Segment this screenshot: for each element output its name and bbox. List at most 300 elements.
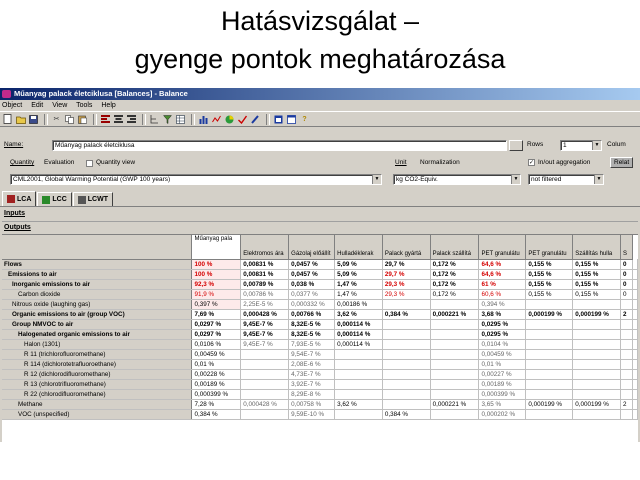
table-cell: 0,155 % (526, 289, 573, 299)
toolbar-separator (44, 114, 48, 125)
table-cell: 29,7 % (382, 259, 430, 269)
column-header[interactable]: Gázolaj előállít (289, 235, 335, 259)
align-right-icon[interactable] (126, 114, 137, 125)
menu-edit[interactable]: Edit (31, 102, 44, 109)
table-cell: 0,00186 % (335, 299, 383, 309)
table-cell (633, 379, 638, 389)
table-cell (526, 349, 573, 359)
lcwt-icon (78, 196, 86, 204)
table-cell: 5,09 % (335, 259, 383, 269)
table-cell (621, 339, 633, 349)
tab-lcwt[interactable] (73, 192, 113, 206)
table-cell: 61 % (479, 279, 526, 289)
table-cell: 0 (621, 269, 633, 279)
row-label: R 114 (dichlorotetrafluoroethane) (2, 359, 192, 369)
table-row[interactable] (2, 399, 638, 409)
table-cell (335, 369, 383, 379)
table-cell (573, 299, 621, 309)
table-cell: 0,172 % (430, 279, 479, 289)
table-cell: 7,28 % (192, 399, 241, 409)
tab-lcc-label: LCC (52, 196, 67, 203)
table-cell (430, 339, 479, 349)
table-cell (241, 349, 289, 359)
table-cell (526, 339, 573, 349)
table-cell (633, 319, 638, 329)
normalization-label: Normalization (420, 159, 460, 166)
table-cell: 0,0106 % (192, 339, 241, 349)
name-input[interactable]: Műanyag palack életciklusa (52, 140, 507, 151)
table-cell: 0,000332 % (289, 299, 335, 309)
table-cell (241, 409, 289, 419)
table-icon[interactable] (175, 114, 186, 125)
table-cell: 0,172 % (430, 269, 479, 279)
menu-help[interactable]: Help (101, 102, 116, 109)
inout-aggregation-checkbox[interactable]: ✓ (529, 160, 535, 166)
table-cell (573, 329, 621, 339)
filter-icon[interactable] (162, 114, 173, 125)
table-row[interactable] (2, 299, 638, 309)
table-cell (382, 339, 430, 349)
table-cell (241, 359, 289, 369)
table-row[interactable] (2, 319, 638, 329)
window-titlebar[interactable] (0, 88, 640, 100)
table-cell (633, 399, 638, 409)
filter-select[interactable] (528, 174, 604, 185)
align-left-icon[interactable] (100, 114, 111, 125)
column-header[interactable]: S (621, 235, 633, 259)
column-header[interactable]: Palack gyártá (382, 235, 430, 259)
outputs-section[interactable]: Outputs (4, 224, 31, 231)
copy-icon[interactable] (64, 114, 75, 125)
table-cell (526, 379, 573, 389)
table-cell: 0,172 % (430, 259, 479, 269)
table-cell: 8,29E-8 % (289, 389, 335, 399)
app-icon (2, 90, 11, 98)
table-cell (335, 389, 383, 399)
table-cell: 2,08E-6 % (289, 359, 335, 369)
table-cell (526, 299, 573, 309)
quantity-view-checkbox[interactable] (86, 160, 93, 167)
table-cell (526, 409, 573, 419)
tab-lcwt-label: LCWT (87, 196, 108, 203)
table-header-row (2, 235, 638, 259)
columns-label: Colum (607, 141, 626, 148)
table-cell: 0,397 % (192, 299, 241, 309)
table-cell (241, 369, 289, 379)
table-cell (335, 359, 383, 369)
table-cell (633, 349, 638, 359)
table-cell (633, 269, 638, 279)
column-header[interactable]: Hulladéklerak (335, 235, 383, 259)
rows-value: 1 (563, 142, 567, 149)
menu-object[interactable]: Object (2, 102, 23, 109)
table-cell: 5,09 % (335, 269, 383, 279)
balance-window (0, 88, 640, 442)
table-row[interactable] (2, 369, 638, 379)
table-cell: 0,155 % (526, 269, 573, 279)
relative-button[interactable]: Relat (610, 157, 633, 168)
table-row[interactable] (2, 279, 638, 289)
table-cell (430, 349, 479, 359)
table-cell: 0 (621, 289, 633, 299)
row-label: Inorganic emissions to air (2, 279, 192, 289)
table-cell: 1,47 % (335, 279, 383, 289)
table-cell: 0,00831 % (241, 259, 289, 269)
table-cell: 0,155 % (573, 259, 621, 269)
menu-tools[interactable]: Tools (76, 102, 93, 109)
table-cell (382, 369, 430, 379)
table-cell: 0,000114 % (335, 339, 383, 349)
tab-lcc[interactable] (37, 192, 71, 206)
table-cell: 0,0295 % (479, 319, 526, 329)
table-cell (633, 259, 638, 269)
table-cell: 29,3 % (382, 279, 430, 289)
table-cell: 0,000221 % (430, 309, 479, 319)
table-cell: 0,000114 % (335, 319, 383, 329)
tab-lca-label: LCA (17, 195, 32, 203)
table-row[interactable] (2, 339, 638, 349)
table-cell: 60,6 % (479, 289, 526, 299)
results-table (2, 234, 638, 442)
table-cell: 0,00459 % (192, 349, 241, 359)
column-header[interactable]: PET granulátu (479, 235, 526, 259)
table-row[interactable] (2, 289, 638, 299)
quantity-view-label: Quantity view (96, 159, 136, 166)
table-row[interactable] (2, 389, 638, 399)
table-row[interactable] (2, 379, 638, 389)
table-cell (633, 279, 638, 289)
table-cell: 0,00228 % (192, 369, 241, 379)
table-cell (382, 349, 430, 359)
table-cell: 0,000199 % (526, 399, 573, 409)
table-cell (526, 359, 573, 369)
table-cell: 2 (621, 399, 633, 409)
table-row[interactable] (2, 349, 638, 359)
window-title: Műanyag palack életciklusa [Balances] - Balance (14, 89, 188, 98)
table-cell: 0,384 % (192, 409, 241, 419)
info-icon[interactable] (273, 114, 284, 125)
table-cell: 0,000199 % (526, 309, 573, 319)
row-label: R 13 (chlorotrifluoromethane) (2, 379, 192, 389)
slide-title-line2: gyenge pontok meghatározása (134, 44, 506, 74)
table-cell: 9,45E-7 % (241, 319, 289, 329)
chevron-down-icon[interactable]: ▼ (372, 175, 381, 184)
section-divider (2, 221, 638, 222)
table-cell: 9,45E-7 % (241, 329, 289, 339)
table-cell (526, 329, 573, 339)
table-cell: 8,32E-5 % (289, 329, 335, 339)
row-label: VOC (unspecified) (2, 409, 192, 419)
table-cell: 0,000199 % (573, 399, 621, 409)
table-cell (382, 379, 430, 389)
row-label: Organic emissions to air (group VOC) (2, 309, 192, 319)
table-row[interactable] (2, 259, 638, 269)
table-cell: 0 (621, 259, 633, 269)
quantity-value: CML2001, Global Warming Potential (GWP 100 years) (13, 176, 171, 183)
tab-lca[interactable] (2, 191, 36, 206)
row-label: Halogenated organic emissions to air (2, 329, 192, 339)
column-header[interactable]: Elektromos ára (241, 235, 289, 259)
row-label: Emissions to air (2, 269, 192, 279)
table-cell (382, 399, 430, 409)
cut-icon[interactable]: ✂ (53, 116, 60, 123)
table-row[interactable] (2, 359, 638, 369)
toolbar (0, 111, 640, 127)
table-cell (621, 359, 633, 369)
table-cell: 100 % (192, 259, 241, 269)
table-cell: 2 (621, 309, 633, 319)
table-cell: 1,47 % (335, 289, 383, 299)
align-center-icon[interactable] (113, 114, 124, 125)
table-cell: 0,384 % (382, 309, 430, 319)
table-cell (621, 379, 633, 389)
table-cell (573, 349, 621, 359)
table-cell: 0,00786 % (241, 289, 289, 299)
table-cell: 0,000399 % (479, 389, 526, 399)
table-cell (430, 319, 479, 329)
table-cell: 2,25E-5 % (241, 299, 289, 309)
table-cell: 0,155 % (526, 279, 573, 289)
row-label: Flows (2, 259, 192, 269)
table-cell: 64,6 % (479, 259, 526, 269)
table-cell: 0,000199 % (573, 309, 621, 319)
chart-line-icon[interactable] (211, 114, 222, 125)
table-cell (633, 389, 638, 399)
window-icon[interactable] (286, 114, 297, 125)
table-cell (621, 349, 633, 359)
table-cell (526, 369, 573, 379)
table-cell: 92,3 % (192, 279, 241, 289)
evaluation-label: Evaluation (44, 159, 75, 166)
table-cell: 0,000221 % (430, 399, 479, 409)
table-cell (633, 299, 638, 309)
lcc-icon (42, 196, 50, 204)
row-label: Halon (1301) (2, 339, 192, 349)
table-cell: 0,0377 % (289, 289, 335, 299)
row-label: R 11 (trichlorofluoromethane) (2, 349, 192, 359)
chevron-down-icon[interactable]: ▼ (592, 141, 601, 150)
table-cell (382, 359, 430, 369)
table-cell (633, 409, 638, 419)
table-cell (621, 319, 633, 329)
table-cell (335, 409, 383, 419)
table-cell: 9,59E-10 % (289, 409, 335, 419)
slide-title-line1: Hatásvizsgálat – (220, 6, 420, 36)
table-cell: 0,000428 % (241, 309, 289, 319)
table-cell: 64,6 % (479, 269, 526, 279)
name-browse-button[interactable] (509, 140, 523, 151)
toolbar-separator (93, 114, 97, 125)
lca-icon (7, 195, 15, 203)
table-cell (573, 359, 621, 369)
table-cell: 0,01 % (192, 359, 241, 369)
table-cell (633, 359, 638, 369)
table-cell: 0,394 % (479, 299, 526, 309)
table-cell: 9,54E-7 % (289, 349, 335, 359)
table-row[interactable] (2, 329, 638, 339)
table-row[interactable] (2, 309, 638, 319)
table-cell (430, 389, 479, 399)
table-cell (241, 379, 289, 389)
table-cell: 0,000114 % (335, 329, 383, 339)
table-cell (430, 329, 479, 339)
check-icon[interactable] (237, 114, 248, 125)
unit-label: Unit (395, 159, 407, 166)
table-cell (526, 389, 573, 399)
table-cell: 100 % (192, 269, 241, 279)
table-cell (335, 379, 383, 389)
table-cell (382, 299, 430, 309)
table-row[interactable] (2, 409, 638, 419)
table-cell: 9,45E-7 % (241, 339, 289, 349)
table-cell: 0,00227 % (479, 369, 526, 379)
quantity-label: Quantity (10, 159, 35, 166)
tab-bar (2, 192, 114, 206)
table-cell: 7,69 % (192, 309, 241, 319)
toolbar-separator (142, 114, 146, 125)
column-header[interactable]: Palack szállítá (430, 235, 479, 259)
table-cell (633, 309, 638, 319)
menu-view[interactable]: View (52, 102, 68, 109)
table-cell: 0,0295 % (479, 329, 526, 339)
table-cell: 0,155 % (573, 269, 621, 279)
table-cell: 0,00459 % (479, 349, 526, 359)
table-cell: 0,00189 % (479, 379, 526, 389)
table-cell: 0,155 % (573, 289, 621, 299)
unit-select[interactable] (393, 174, 521, 185)
table-cell: 0,155 % (573, 279, 621, 289)
table-cell: 0,00789 % (241, 279, 289, 289)
table-cell: 0,000202 % (479, 409, 526, 419)
table-corner-cell (2, 235, 192, 259)
row-label: Group NMVOC to air (2, 319, 192, 329)
table-cell (621, 299, 633, 309)
table-cell: 0,172 % (430, 289, 479, 299)
table-cell: 0,155 % (526, 259, 573, 269)
table-cell: 0,0457 % (289, 259, 335, 269)
menubar (0, 100, 640, 111)
table-cell (241, 389, 289, 399)
table-cell (382, 329, 430, 339)
table-cell: 0,384 % (382, 409, 430, 419)
rows-select[interactable] (560, 140, 602, 151)
table-cell (526, 319, 573, 329)
table-cell: 0,0297 % (192, 329, 241, 339)
table-cell: 0,000428 % (241, 399, 289, 409)
name-label: Name: (4, 141, 24, 148)
table-cell (633, 339, 638, 349)
toolbar-separator (266, 114, 270, 125)
inout-aggregation-label: In/out aggregation (538, 159, 591, 166)
table-cell: 8,32E-5 % (289, 319, 335, 329)
table-cell (573, 339, 621, 349)
save-icon[interactable] (28, 114, 39, 125)
table-cell: 7,93E-5 % (289, 339, 335, 349)
table-cell (335, 349, 383, 359)
tree-icon[interactable] (149, 114, 160, 125)
table-cell: 3,68 % (479, 309, 526, 319)
table-cell: 0,0104 % (479, 339, 526, 349)
table-cell (430, 369, 479, 379)
table-cell (633, 289, 638, 299)
table-cell: 0,00766 % (289, 309, 335, 319)
chevron-down-icon[interactable]: ▼ (511, 175, 520, 184)
row-label: R 22 (chlorodifluoromethane) (2, 389, 192, 399)
table-cell: 0,01 % (479, 359, 526, 369)
table-cell: 29,7 % (382, 269, 430, 279)
filter-value: not filtered (531, 176, 562, 183)
table-cell (573, 409, 621, 419)
chart-bar-icon[interactable] (198, 114, 209, 125)
row-label: Carbon dioxide (2, 289, 192, 299)
table-cell: 0,000399 % (192, 389, 241, 399)
unit-value: kg CO2-Equiv. (396, 176, 438, 183)
table-cell: 0,00189 % (192, 379, 241, 389)
table-cell (430, 379, 479, 389)
table-cell (573, 319, 621, 329)
rows-label: Rows (527, 141, 544, 148)
row-label: Methane (2, 399, 192, 409)
table-cell: 3,65 % (479, 399, 526, 409)
table-cell: 0,00758 % (289, 399, 335, 409)
table-cell: 0 (621, 279, 633, 289)
table-row[interactable] (2, 269, 638, 279)
table-cell (621, 389, 633, 399)
table-cell: 3,92E-7 % (289, 379, 335, 389)
table-cell (621, 369, 633, 379)
column-header[interactable]: PET granulátu (526, 235, 573, 259)
table-cell (430, 299, 479, 309)
table-cell (633, 329, 638, 339)
pie-icon[interactable] (224, 114, 235, 125)
row-label: Nitrous oxide (laughing gas) (2, 299, 192, 309)
toolbar-separator (191, 114, 195, 125)
column-header[interactable]: Szállítás hulla (573, 235, 621, 259)
table-cell: 0,00831 % (241, 269, 289, 279)
table-cell: 91,9 % (192, 289, 241, 299)
table-cell: 0,0457 % (289, 269, 335, 279)
brush-icon[interactable] (250, 114, 261, 125)
open-icon[interactable] (15, 114, 26, 125)
table-cell (573, 389, 621, 399)
table-cell: 0,0297 % (192, 319, 241, 329)
table-cell (573, 369, 621, 379)
quantity-select[interactable] (10, 174, 382, 185)
table-cell (621, 329, 633, 339)
table-cell: 3,62 % (335, 399, 383, 409)
column-header[interactable]: Műanyag pala (192, 235, 241, 259)
table-cell: 3,62 % (335, 309, 383, 319)
table-cell: 29,3 % (382, 289, 430, 299)
table-body (2, 259, 638, 419)
row-label: R 12 (dichlorodifluoromethane) (2, 369, 192, 379)
table-cell: 0,038 % (289, 279, 335, 289)
table-cell (573, 379, 621, 389)
table-cell (621, 409, 633, 419)
chevron-down-icon[interactable]: ▼ (594, 175, 603, 184)
table-cell: 4,73E-7 % (289, 369, 335, 379)
tab-divider (0, 206, 640, 207)
table-cell (633, 369, 638, 379)
table-cell (382, 319, 430, 329)
paste-icon[interactable] (77, 114, 88, 125)
help-icon[interactable]: ? (302, 115, 307, 123)
table-cell (382, 389, 430, 399)
new-icon[interactable] (2, 114, 13, 125)
inputs-section[interactable]: Inputs (4, 210, 25, 217)
table-cell (430, 359, 479, 369)
table-cell (430, 409, 479, 419)
